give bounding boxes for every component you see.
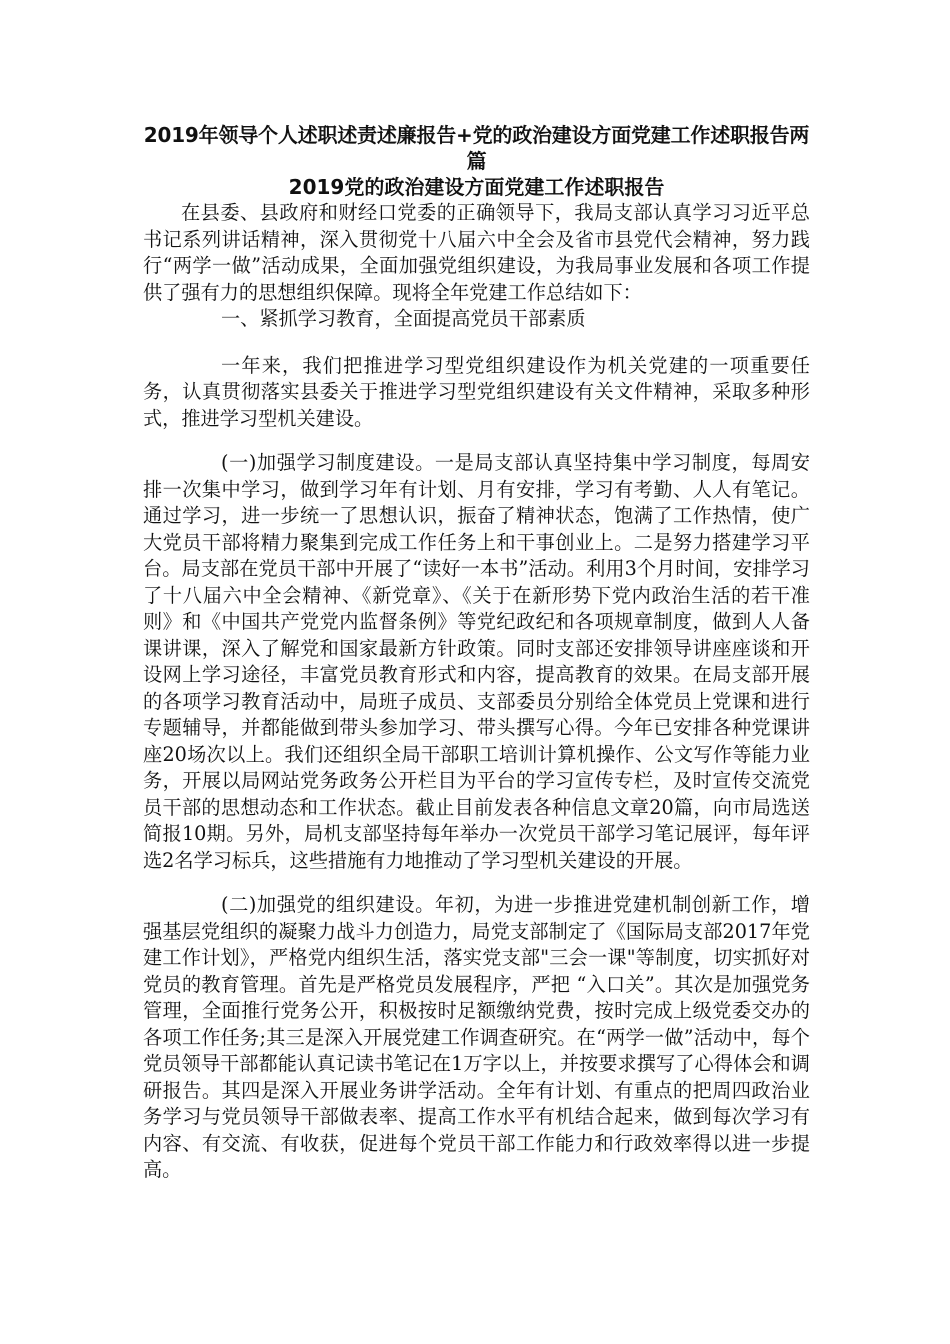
document-subtitle: 2019党的政治建设方面党建工作述职报告: [288, 175, 665, 199]
document-title: 2019年领导个人述职述责述廉报告+党的政治建设方面党建工作述职报告两篇: [143, 123, 810, 173]
intro-paragraph: 在县委、县政府和财经口党委的正确领导下，我局支部认真学习习近平总书记系列讲话精神，深入贯彻党十八届六中全会及省市县党代会精神，努力践行“两学一做”活动成果，全面加强党组织建设，为我局事业发展和各项工作提供了强有力的思想组织保障。现将全年党建工作总结如下：: [143, 201, 810, 304]
document-page: [143, 122, 810, 1202]
subsection-2-paragraph: (二)加强党的组织建设。年初，为进一步推进党建机制创新工作，增强基层党组织的凝聚力战斗力创造力，局党支部制定了《国际局支部2017年党建工作计划》，严格党内组织生活，落实党支部"三会一课"等制度，切实抓好对党员的教育管理。首先是严格党员发展程序，严把 “入口关”。其次是加强党务管理，全面推行党务公开，积极按时足额缴纳党费，按时完成上级党委交办的各项工作任务;其三是深入开展党建工作调查研究。在“两学一做”活动中，每个党员领导干部都能认真记读书笔记在1万字以上，并按要求撰写了心得体会和调研报告。其四是深入开展业务讲学活动。全年有计划、有重点的把周四政治业务学习与党员领导干部做表率、提高工作水平有机结合起来，做到每次学习有内容、有交流、有收获，促进每个党员干部工作能力和行政效率得以进一步提高。: [143, 893, 810, 1181]
subsection-1-paragraph: (一)加强学习制度建设。一是局支部认真坚持集中学习制度，每周安排一次集中学习，做到学习年有计划、月有安排，学习有考勤、人人有笔记。通过学习，进一步统一了思想认识，振奋了精神状态，饱满了工作热情，使广大党员干部将精力聚集到完成工作任务上和干事创业上。二是努力搭建学习平台。局支部在党员干部中开展了“读好一本书”活动。利用3个月时间，安排学习了十八届六中全会精神、《新党章》、《关于在新形势下党内政治生活的若干准则》和《中国共产党党内监督条例》等党纪政纪和各项规章制度，做到人人备课讲课，深入了解党和国家最新方针政策。同时支部还安排领导讲座座谈和开设网上学习途径，丰富党员教育形式和内容，提高教育的效果。在局支部开展的各项学习教育活动中，局班子成员、支部委员分别给全体党员上党课和进行专题辅导，并都能做到带头参加学习、带头撰写心得。今年已安排各种党课讲座20场次以上。我们还组织全局干部职工培训计算机操作、公文写作等能力业务，开展以局网站党务政务公开栏目为平台的学习宣传专栏，及时宣传交流党员干部的思想动态和工作状态。截止目前发表各种信息文章20篇，向市局选送简报10期。另外，局机支部坚持每年举办一次党员干部学习笔记展评，每年评选2名学习标兵，这些措施有力地推动了学习型机关建设的开展。: [143, 451, 810, 872]
section-1-paragraph: 一年来，我们把推进学习型党组织建设作为机关党建的一项重要任务，认真贯彻落实县委关于推进学习型党组织建设有关文件精神，采取多种形式，推进学习型机关建设。: [143, 353, 810, 430]
section-heading-1: 一、紧抓学习教育，全面提高党员干部素质: [221, 307, 586, 330]
